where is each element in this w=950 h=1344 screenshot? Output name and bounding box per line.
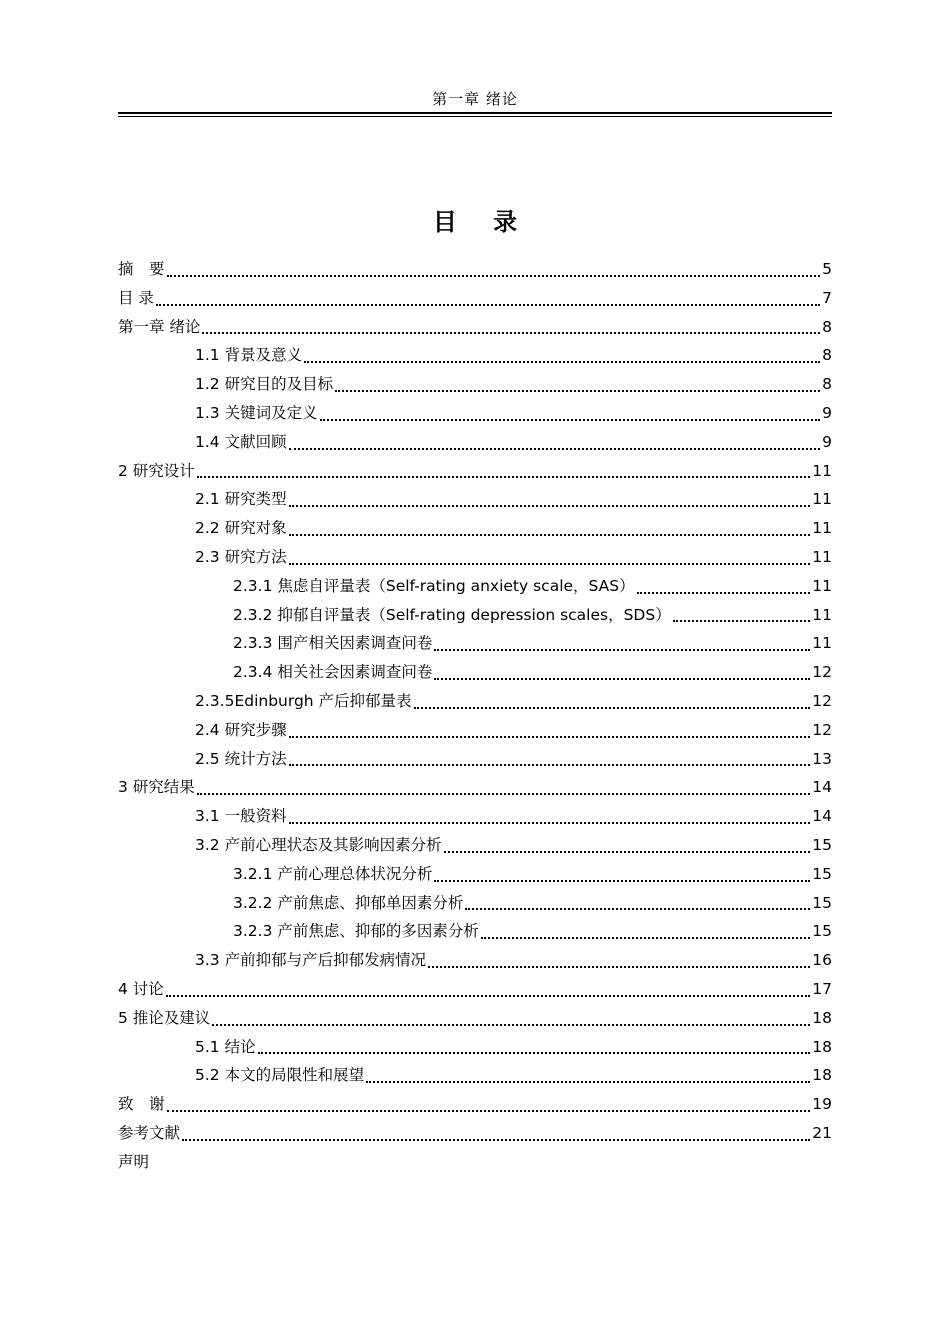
toc-entry[interactable] bbox=[118, 1061, 832, 1090]
toc-dot-leader bbox=[202, 332, 820, 334]
toc-entry-label: 2.1 研究类型 bbox=[195, 490, 287, 509]
toc-dot-leader bbox=[428, 966, 810, 968]
header-rule-thin bbox=[118, 116, 832, 117]
toc-entry-label: 第一章 绪论 bbox=[118, 317, 201, 336]
toc-title: 目 录 bbox=[432, 207, 532, 236]
toc-entry[interactable] bbox=[118, 485, 832, 514]
toc-dot-leader bbox=[167, 1110, 811, 1112]
toc-entry[interactable] bbox=[118, 975, 832, 1004]
toc-entry-page-number: 16 bbox=[812, 951, 832, 970]
toc-entry-page-number: 12 bbox=[812, 691, 832, 710]
toc-dot-leader bbox=[289, 822, 811, 824]
toc-entry-page-number: 11 bbox=[812, 605, 832, 624]
toc-entry-page-number: 13 bbox=[812, 749, 832, 768]
toc-entry[interactable] bbox=[118, 399, 832, 428]
toc-entry-label: 1.2 研究目的及目标 bbox=[195, 375, 334, 394]
toc-entry[interactable] bbox=[118, 716, 832, 745]
toc-dot-leader bbox=[465, 908, 810, 910]
toc-entry-label: 5.2 本文的局限性和展望 bbox=[195, 1066, 365, 1085]
toc-entry-page-number: 9 bbox=[822, 403, 832, 422]
toc-entry-page-number: 18 bbox=[812, 1037, 832, 1056]
toc-entry[interactable] bbox=[118, 428, 832, 457]
toc-entry[interactable] bbox=[118, 543, 832, 572]
toc-entry-label: 2.3.2 抑郁自评量表（Self-rating depression scales，SDS） bbox=[233, 605, 671, 624]
toc-entry[interactable] bbox=[118, 687, 832, 716]
toc-entry-page-number: 11 bbox=[812, 634, 832, 653]
toc-entry-page-number: 7 bbox=[822, 288, 832, 307]
toc-entry-page-number: 18 bbox=[812, 1008, 832, 1027]
toc-dot-leader bbox=[166, 995, 810, 997]
toc-entry[interactable] bbox=[118, 457, 832, 486]
toc-entry-page-number: 12 bbox=[812, 720, 832, 739]
toc-entry-label: 2.5 统计方法 bbox=[195, 749, 287, 768]
toc-dot-leader bbox=[289, 505, 811, 507]
toc-dot-leader bbox=[156, 304, 820, 306]
toc-dot-leader bbox=[212, 1024, 810, 1026]
toc-entry-label: 2.3.3 围产相关因素调查问卷 bbox=[233, 634, 433, 653]
toc-entry-label: 1.1 背景及意义 bbox=[195, 346, 303, 365]
toc-dot-leader bbox=[444, 851, 811, 853]
toc-dot-leader bbox=[182, 1139, 810, 1141]
toc-dot-leader bbox=[335, 390, 820, 392]
toc-dot-leader bbox=[289, 448, 821, 450]
toc-dot-leader bbox=[434, 880, 810, 882]
toc-entry[interactable] bbox=[118, 745, 832, 774]
toc-entry-label: 2.4 研究步骤 bbox=[195, 720, 287, 739]
toc-dot-leader bbox=[167, 275, 821, 277]
toc-dot-leader bbox=[197, 793, 810, 795]
toc-entry[interactable] bbox=[118, 255, 832, 284]
toc-dot-leader bbox=[289, 563, 811, 565]
toc-entry-page-number: 15 bbox=[812, 922, 832, 941]
toc-dot-leader bbox=[197, 476, 810, 478]
toc-entry-label: 2.2 研究对象 bbox=[195, 519, 287, 538]
toc-entry[interactable] bbox=[118, 1004, 832, 1033]
toc-dot-leader bbox=[258, 1052, 811, 1054]
toc-entry[interactable] bbox=[118, 1119, 832, 1148]
toc-entry[interactable] bbox=[118, 1148, 832, 1177]
toc-dot-leader bbox=[289, 764, 811, 766]
toc-entry-page-number: 15 bbox=[812, 835, 832, 854]
toc-entry-page-number: 12 bbox=[812, 663, 832, 682]
toc-entry-label: 2 研究设计 bbox=[118, 461, 195, 480]
toc-entry-label: 目 录 bbox=[118, 288, 154, 307]
toc-entry-page-number: 15 bbox=[812, 864, 832, 883]
toc-entry-page-number: 11 bbox=[812, 519, 832, 538]
toc-entry[interactable] bbox=[118, 572, 832, 601]
toc-entry-page-number: 17 bbox=[812, 979, 832, 998]
toc-entry-page-number: 21 bbox=[812, 1123, 832, 1142]
toc-entry[interactable] bbox=[118, 284, 832, 313]
toc-entry[interactable] bbox=[118, 370, 832, 399]
toc-entry-label: 参考文献 bbox=[118, 1123, 181, 1142]
toc-entry[interactable] bbox=[118, 514, 832, 543]
toc-entry-label: 2.3 研究方法 bbox=[195, 547, 287, 566]
toc-dot-leader bbox=[673, 620, 811, 622]
toc-entry-label: 2.3.1 焦虑自评量表（Self-rating anxiety scale，SAS） bbox=[233, 576, 635, 595]
toc-entry[interactable] bbox=[118, 629, 832, 658]
toc-list bbox=[118, 255, 832, 1177]
toc-entry[interactable] bbox=[118, 313, 832, 342]
toc-dot-leader bbox=[414, 707, 811, 709]
toc-entry-label: 3.2 产前心理状态及其影响因素分析 bbox=[195, 835, 442, 854]
running-header: 第一章 绪论 bbox=[432, 90, 518, 108]
toc-entry[interactable] bbox=[118, 889, 832, 918]
toc-entry[interactable] bbox=[118, 341, 832, 370]
toc-entry-label: 3.2.3 产前焦虑、抑郁的多因素分析 bbox=[233, 922, 479, 941]
toc-entry-label: 2.3.5Edinburgh 产后抑郁量表 bbox=[195, 691, 412, 710]
toc-entry-page-number: 5 bbox=[822, 260, 832, 278]
toc-entry-page-number: 19 bbox=[812, 1095, 832, 1114]
toc-entry-page-number: 8 bbox=[822, 346, 832, 365]
toc-entry[interactable] bbox=[118, 802, 832, 831]
toc-entry-page-number: 14 bbox=[812, 807, 832, 826]
toc-entry[interactable] bbox=[118, 860, 832, 889]
toc-entry-page-number: 9 bbox=[822, 432, 832, 451]
toc-dot-leader bbox=[481, 937, 810, 939]
toc-entry-label: 3.1 一般资料 bbox=[195, 807, 287, 826]
toc-entry-label: 1.3 关键词及定义 bbox=[195, 403, 318, 422]
toc-entry-label: 2.3.4 相关社会因素调查问卷 bbox=[233, 663, 433, 682]
toc-dot-leader bbox=[637, 592, 811, 594]
toc-dot-leader bbox=[434, 649, 810, 651]
toc-entry-page-number: 8 bbox=[822, 317, 832, 336]
toc-entry-label: 声明 bbox=[118, 1152, 150, 1171]
toc-entry-page-number: 11 bbox=[812, 490, 832, 509]
toc-entry[interactable] bbox=[118, 917, 832, 946]
toc-entry-label: 致 谢 bbox=[118, 1095, 165, 1114]
toc-entry[interactable] bbox=[118, 773, 832, 802]
toc-entry-page-number: 11 bbox=[812, 576, 832, 595]
toc-entry-label: 4 讨论 bbox=[118, 979, 164, 998]
toc-entry-label: 3 研究结果 bbox=[118, 778, 195, 797]
toc-entry[interactable] bbox=[118, 1090, 832, 1119]
toc-entry-page-number: 11 bbox=[812, 547, 832, 566]
toc-entry-label: 5 推论及建议 bbox=[118, 1008, 211, 1027]
toc-dot-leader bbox=[434, 678, 810, 680]
toc-entry-label: 5.1 结论 bbox=[195, 1037, 256, 1056]
toc-dot-leader bbox=[320, 419, 821, 421]
toc-entry-page-number: 8 bbox=[822, 375, 832, 394]
toc-entry-label: 3.2.1 产前心理总体状况分析 bbox=[233, 864, 433, 883]
toc-entry-page-number: 18 bbox=[812, 1066, 832, 1085]
toc-entry[interactable] bbox=[118, 1033, 832, 1062]
toc-entry-page-number: 14 bbox=[812, 778, 832, 797]
toc-entry-label: 摘 要 bbox=[118, 260, 165, 278]
toc-dot-leader bbox=[304, 361, 820, 363]
toc-entry[interactable] bbox=[118, 658, 832, 687]
toc-entry-label: 3.2.2 产前焦虑、抑郁单因素分析 bbox=[233, 893, 464, 912]
toc-entry[interactable] bbox=[118, 601, 832, 630]
toc-entry-label: 1.4 文献回顾 bbox=[195, 432, 287, 451]
header-rule-thick bbox=[118, 112, 832, 114]
toc-entry-page-number: 11 bbox=[812, 461, 832, 480]
toc-dot-leader bbox=[289, 534, 811, 536]
toc-dot-leader bbox=[366, 1081, 810, 1083]
toc-dot-leader bbox=[289, 736, 811, 738]
toc-entry[interactable] bbox=[118, 831, 832, 860]
toc-entry[interactable] bbox=[118, 946, 832, 975]
toc-entry-label: 3.3 产前抑郁与产后抑郁发病情况 bbox=[195, 951, 427, 970]
toc-entry-page-number: 15 bbox=[812, 893, 832, 912]
